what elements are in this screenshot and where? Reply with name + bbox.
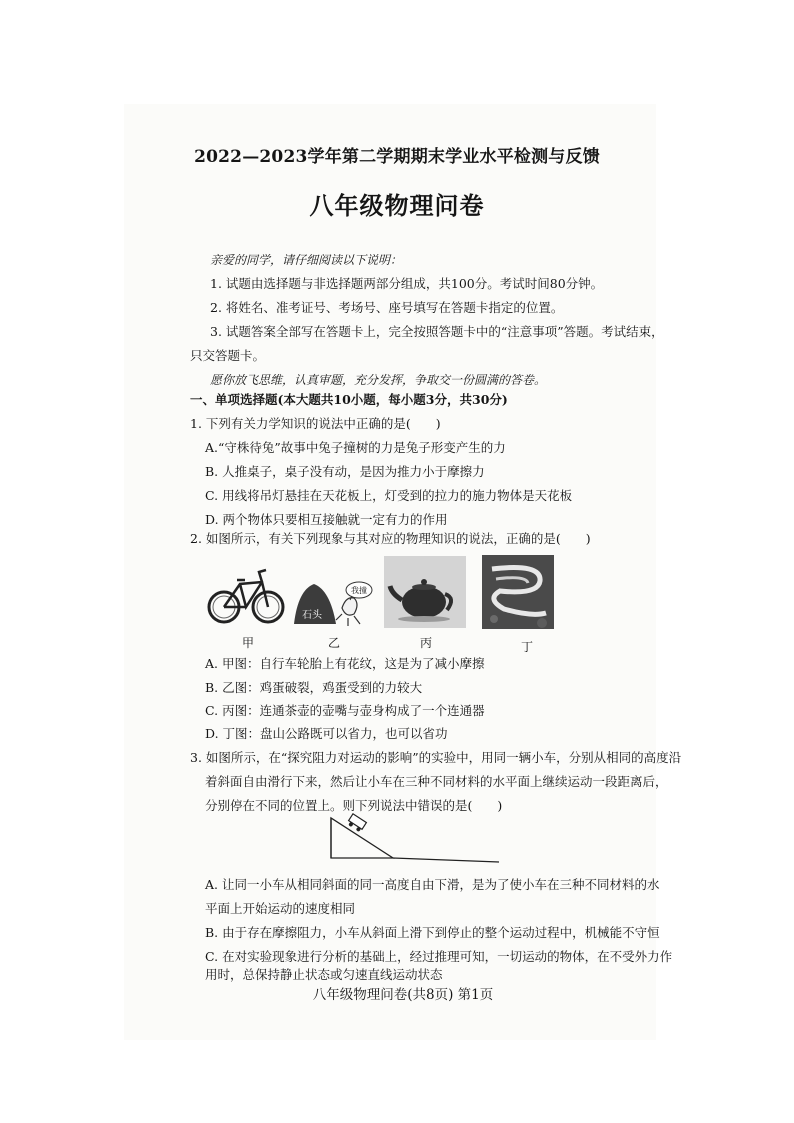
instructions-greeting: 亲爱的同学，请仔细阅读以下说明： — [210, 253, 403, 267]
bicycle-figure — [204, 560, 286, 630]
figure-label-bing: 丙 — [420, 636, 433, 650]
question-2-option-a: A. 甲图：自行车轮胎上有花纹，这是为了减小摩擦 — [205, 656, 485, 671]
stone-label: 石头 — [302, 610, 322, 621]
section-heading: 一、单项选择题(本大题共10小题，每小题3分，共30分) — [190, 392, 508, 407]
question-2-option-b: B. 乙图：鸡蛋破裂，鸡蛋受到的力较大 — [205, 680, 423, 695]
question-1-stem: 1. 下列有关力学知识的说法中正确的是( ) — [190, 416, 441, 431]
instruction-item: 只交答题卡。 — [190, 348, 266, 363]
question-1-option-c: C. 用线将吊灯悬挂在天花板上，灯受到的拉力的施力物体是天花板 — [205, 488, 573, 503]
question-3-stem-line: 分别停在不同的位置上。则下列说法中错误的是( ) — [205, 798, 503, 813]
question-2-option-d: D. 丁图：盘山公路既可以省力，也可以省功 — [205, 726, 448, 741]
figure-label-ding: 丁 — [521, 640, 534, 654]
question-3-option-c-cont: 用时，总保持静止状态或匀速直线运动状态 — [205, 967, 443, 982]
exam-title: 2022—2023学年第二学期期末学业水平检测与反馈 — [194, 147, 600, 167]
teapot-figure — [384, 556, 466, 628]
incline-figure — [325, 812, 505, 864]
mountain-road-figure — [482, 555, 554, 629]
question-1-option-a: A.“守株待兔”故事中兔子撞树的力是兔子形变产生的力 — [205, 440, 506, 455]
question-1-option-d: D. 两个物体只要相互接触就一定有力的作用 — [205, 512, 448, 527]
instruction-item: 2. 将姓名、准考证号、考场号、座号填写在答题卡指定的位置。 — [210, 300, 564, 315]
question-1-option-b: B. 人推桌子，桌子没有动，是因为推力小于摩擦力 — [205, 464, 485, 479]
question-3-option-b: B. 由于存在摩擦阻力，小车从斜面上滑下到停止的整个运动过程中，机械能不守恒 — [205, 925, 660, 940]
instructions-wish: 愿你放飞思维，认真审题，充分发挥，争取交一份圆满的答卷。 — [210, 373, 547, 387]
instruction-item: 1. 试题由选择题与非选择题两部分组成，共100分。考试时间80分钟。 — [210, 276, 604, 291]
figure-label-jia: 甲 — [242, 636, 255, 650]
question-3-option-a-cont: 平面上开始运动的速度相同 — [205, 901, 356, 916]
question-3-stem-line: 着斜面自由滑行下来，然后让小车在三种不同材料的水平面上继续运动一段距离后， — [205, 774, 668, 789]
instruction-item: 3. 试题答案全部写在答题卡上，完全按照答题卡中的“注意事项”答题。考试结束， — [210, 324, 664, 339]
question-2-option-c: C. 丙图：连通茶壶的壶嘴与壶身构成了一个连通器 — [205, 703, 485, 718]
question-3-option-a: A. 让同一小车从相同斜面的同一高度自由下滑，是为了使小车在三种不同材料的水 — [205, 877, 660, 892]
paper-title: 八年级物理问卷 — [309, 191, 485, 220]
question-3-option-c: C. 在对实验现象进行分析的基础上，经过推理可知，一切运动的物体，在不受外力作 — [205, 949, 673, 964]
egg-speech-label: 我撞 — [351, 586, 367, 595]
question-2-stem: 2. 如图所示，有关下列现象与其对应的物理知识的说法，正确的是( ) — [190, 531, 591, 546]
question-3-stem-line: 3. 如图所示，在“探究阻力对运动的影响”的实验中，用同一辆小车，分别从相同的高度沿 — [190, 750, 682, 765]
figure-label-yi: 乙 — [328, 636, 341, 650]
page-footer: 八年级物理问卷(共8页) 第1页 — [312, 987, 494, 1003]
